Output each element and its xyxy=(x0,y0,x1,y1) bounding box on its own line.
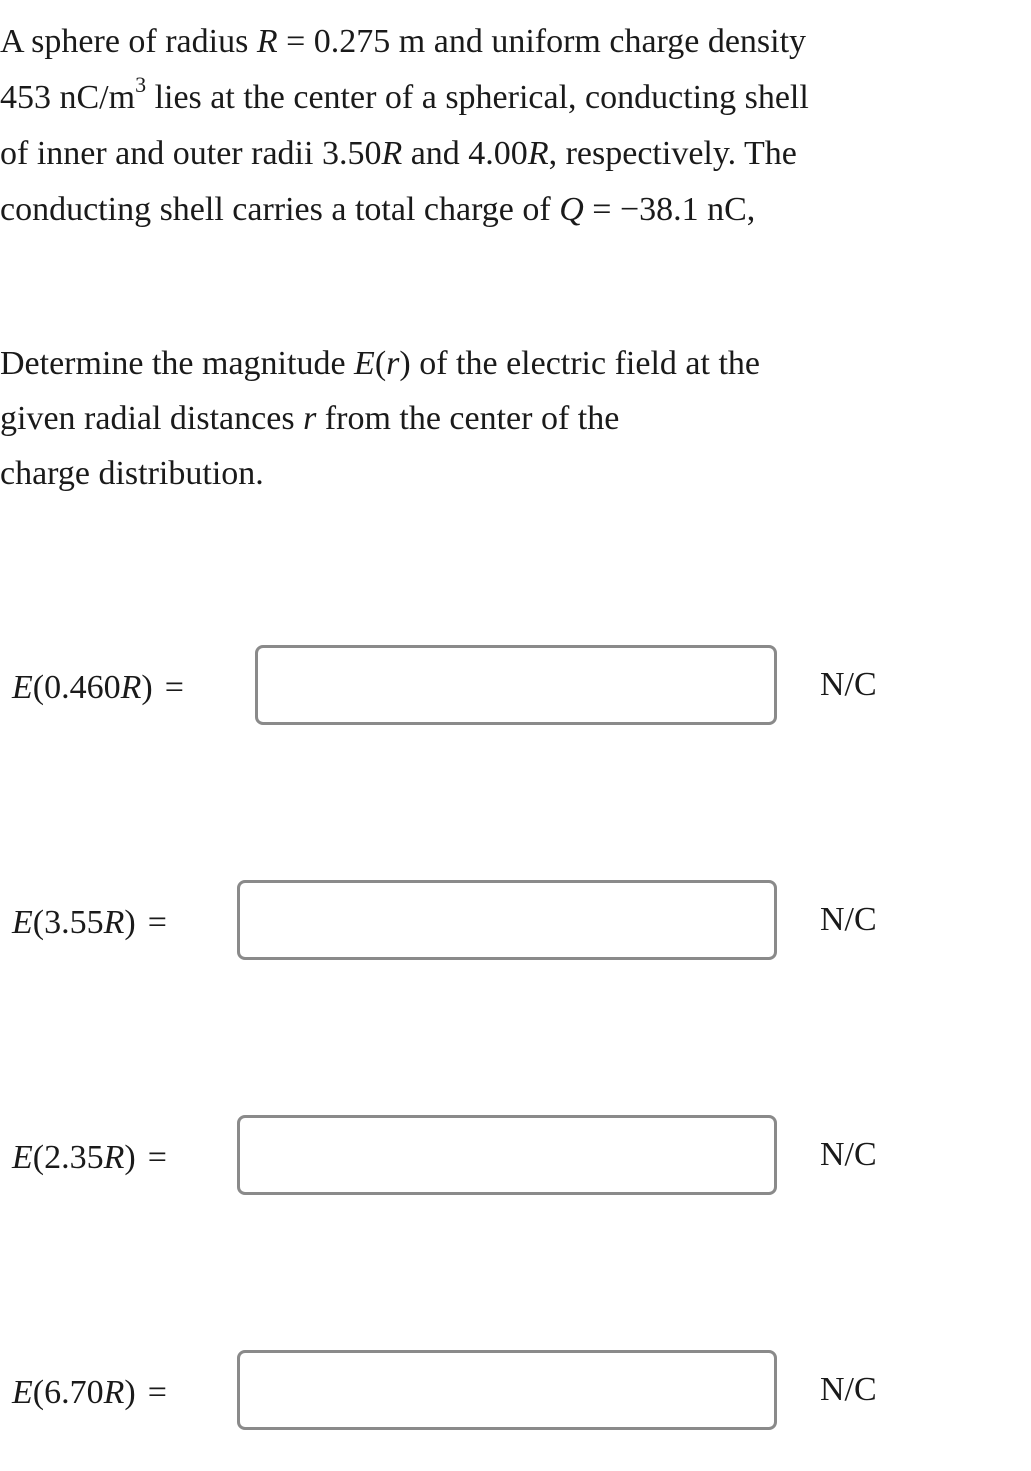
argument: (3.55 xyxy=(32,904,104,941)
paren: ) xyxy=(141,669,153,706)
text: and 4.00 xyxy=(402,135,528,172)
argument: (0.460 xyxy=(32,669,121,706)
task-statement xyxy=(0,336,1000,501)
text: 453 nC/m xyxy=(0,79,136,116)
paren: ) xyxy=(124,1374,136,1411)
equals-sign: = xyxy=(147,1374,167,1411)
equals-sign: = xyxy=(147,1139,167,1176)
paren: ) xyxy=(124,1139,136,1176)
text: charge distribution. xyxy=(0,455,264,492)
answer-label xyxy=(12,645,196,731)
problem-line xyxy=(0,70,1000,126)
text: = −38.1 nC, xyxy=(583,191,756,228)
unit-label: N/C xyxy=(820,901,877,938)
text: conducting shell carries a total charge of xyxy=(0,191,560,228)
text: from the center of the xyxy=(316,400,620,437)
answer-input-e-355r[interactable] xyxy=(237,880,777,960)
answer-row-2 xyxy=(0,880,1031,970)
problem-statement xyxy=(0,14,1000,238)
variable: r xyxy=(386,345,400,382)
task-line xyxy=(0,336,1000,391)
paren: ) xyxy=(124,904,136,941)
text: ) of the electric field at the xyxy=(399,345,760,382)
problem-line xyxy=(0,126,1000,182)
problem-line xyxy=(0,14,1000,70)
function-name: E xyxy=(12,1374,33,1411)
text: A sphere of radius xyxy=(0,23,257,60)
argument: (2.35 xyxy=(32,1139,104,1176)
variable: E xyxy=(354,345,375,382)
variable: R xyxy=(381,135,403,172)
text: of inner and outer radii 3.50 xyxy=(0,135,382,172)
task-line xyxy=(0,391,1000,446)
variable: R xyxy=(103,1139,125,1176)
function-name: E xyxy=(12,904,33,941)
argument: (6.70 xyxy=(32,1374,104,1411)
problem-line xyxy=(0,182,1000,238)
text: ( xyxy=(374,345,387,382)
answer-label xyxy=(12,1115,179,1201)
task-line xyxy=(0,446,1000,501)
variable: R xyxy=(103,1374,125,1411)
unit-label: N/C xyxy=(820,1371,877,1408)
function-name: E xyxy=(12,1139,33,1176)
variable: R xyxy=(256,23,278,60)
answer-label xyxy=(12,1350,179,1436)
superscript: 3 xyxy=(135,71,147,97)
answer-row-3 xyxy=(0,1115,1031,1205)
unit-label: N/C xyxy=(820,1136,877,1173)
text: , respectively. The xyxy=(548,135,797,172)
variable: Q xyxy=(559,191,584,228)
text: Determine the magnitude xyxy=(0,345,355,382)
variable: r xyxy=(303,400,317,437)
answer-input-e-0460r[interactable] xyxy=(255,645,777,725)
function-name: E xyxy=(12,669,33,706)
answer-label xyxy=(12,880,179,966)
answer-input-e-235r[interactable] xyxy=(237,1115,777,1195)
text: lies at the center of a spherical, conducting shell xyxy=(146,79,809,116)
variable: R xyxy=(103,904,125,941)
answer-row-1 xyxy=(0,645,1031,735)
unit-label: N/C xyxy=(820,666,877,703)
variable: R xyxy=(120,669,142,706)
text: = 0.275 m and uniform charge density xyxy=(277,23,807,60)
equals-sign: = xyxy=(147,904,167,941)
text: given radial distances xyxy=(0,400,304,437)
answer-input-e-670r[interactable] xyxy=(237,1350,777,1430)
answer-row-4 xyxy=(0,1350,1031,1440)
variable: R xyxy=(527,135,549,172)
equals-sign: = xyxy=(164,669,184,706)
